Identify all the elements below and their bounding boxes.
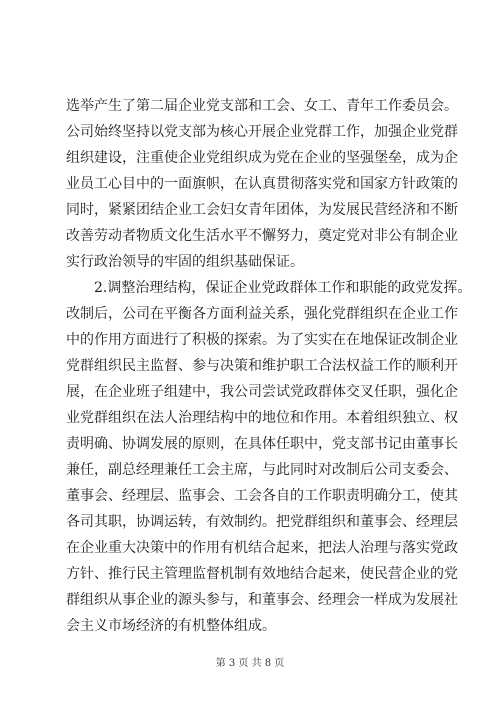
text-line: 改制后，公司在平衡各方面利益关系，强化党群组织在企业工作 <box>66 306 458 322</box>
text-line: 董事会、经理层、监事会、工会各自的工作职责明确分工，使其 <box>66 488 458 504</box>
text-line: 会主义市场经济的有机整体组成。 <box>66 618 276 634</box>
section-heading-line: 2.调整治理结构，保证企业党政群体工作和职能的政党发挥。 <box>94 280 472 296</box>
text-line: 组织建设，注重使企业党组织成为党在企业的坚强堡垒，成为企 <box>66 150 458 166</box>
text-line: 业员工心目中的一面旗帜，在认真贯彻落实党和国家方针政策的 <box>66 176 458 192</box>
text-line: 责明确、协调发展的原则，在具体任职中，党支部书记由董事长 <box>66 436 458 452</box>
text-line: 改善劳动者物质文化生活水平不懈努力，奠定党对非公有制企业 <box>66 228 458 244</box>
text-line: 同时，紧紧团结企业工会妇女青年团体，为发展民营经济和不断 <box>66 202 458 218</box>
text-line: 党群组织民主监督、参与决策和维护职工合法权益工作的顺利开 <box>66 358 458 374</box>
text-line: 选举产生了第二届企业党支部和工会、女工、青年工作委员会。 <box>66 98 458 114</box>
text-line: 群组织从事企业的源头参与，和董事会、经理会一样成为发展社 <box>66 592 458 608</box>
text-line: 各司其职，协调运转，有效制约。把党群组织和董事会、经理层 <box>66 514 458 530</box>
text-line: 实行政治领导的牢固的组织基础保证。 <box>66 254 304 270</box>
text-line: 公司始终坚持以党支部为核心开展企业党群工作，加强企业党群 <box>66 124 458 140</box>
text-line: 在企业重大决策中的作用有机结合起来，把法人治理与落实党政 <box>66 540 458 556</box>
text-line: 兼任，副总经理兼任工会主席，与此同时对改制后公司支委会、 <box>66 462 458 478</box>
body-text <box>66 93 472 639</box>
page-number-footer: 第 3 页 共 8 页 <box>215 658 285 669</box>
text-line: 业党群组织在法人治理结构中的地位和作用。本着组织独立、权 <box>66 410 458 426</box>
text-line: 展，在企业班子组建中，我公司尝试党政群体交叉任职，强化企 <box>66 384 458 400</box>
text-line: 方针、推行民主管理监督机制有效地结合起来，使民营企业的党 <box>66 566 458 582</box>
text-line: 中的作用方面进行了积极的探索。为了实实在在地保证改制企业 <box>66 332 458 348</box>
